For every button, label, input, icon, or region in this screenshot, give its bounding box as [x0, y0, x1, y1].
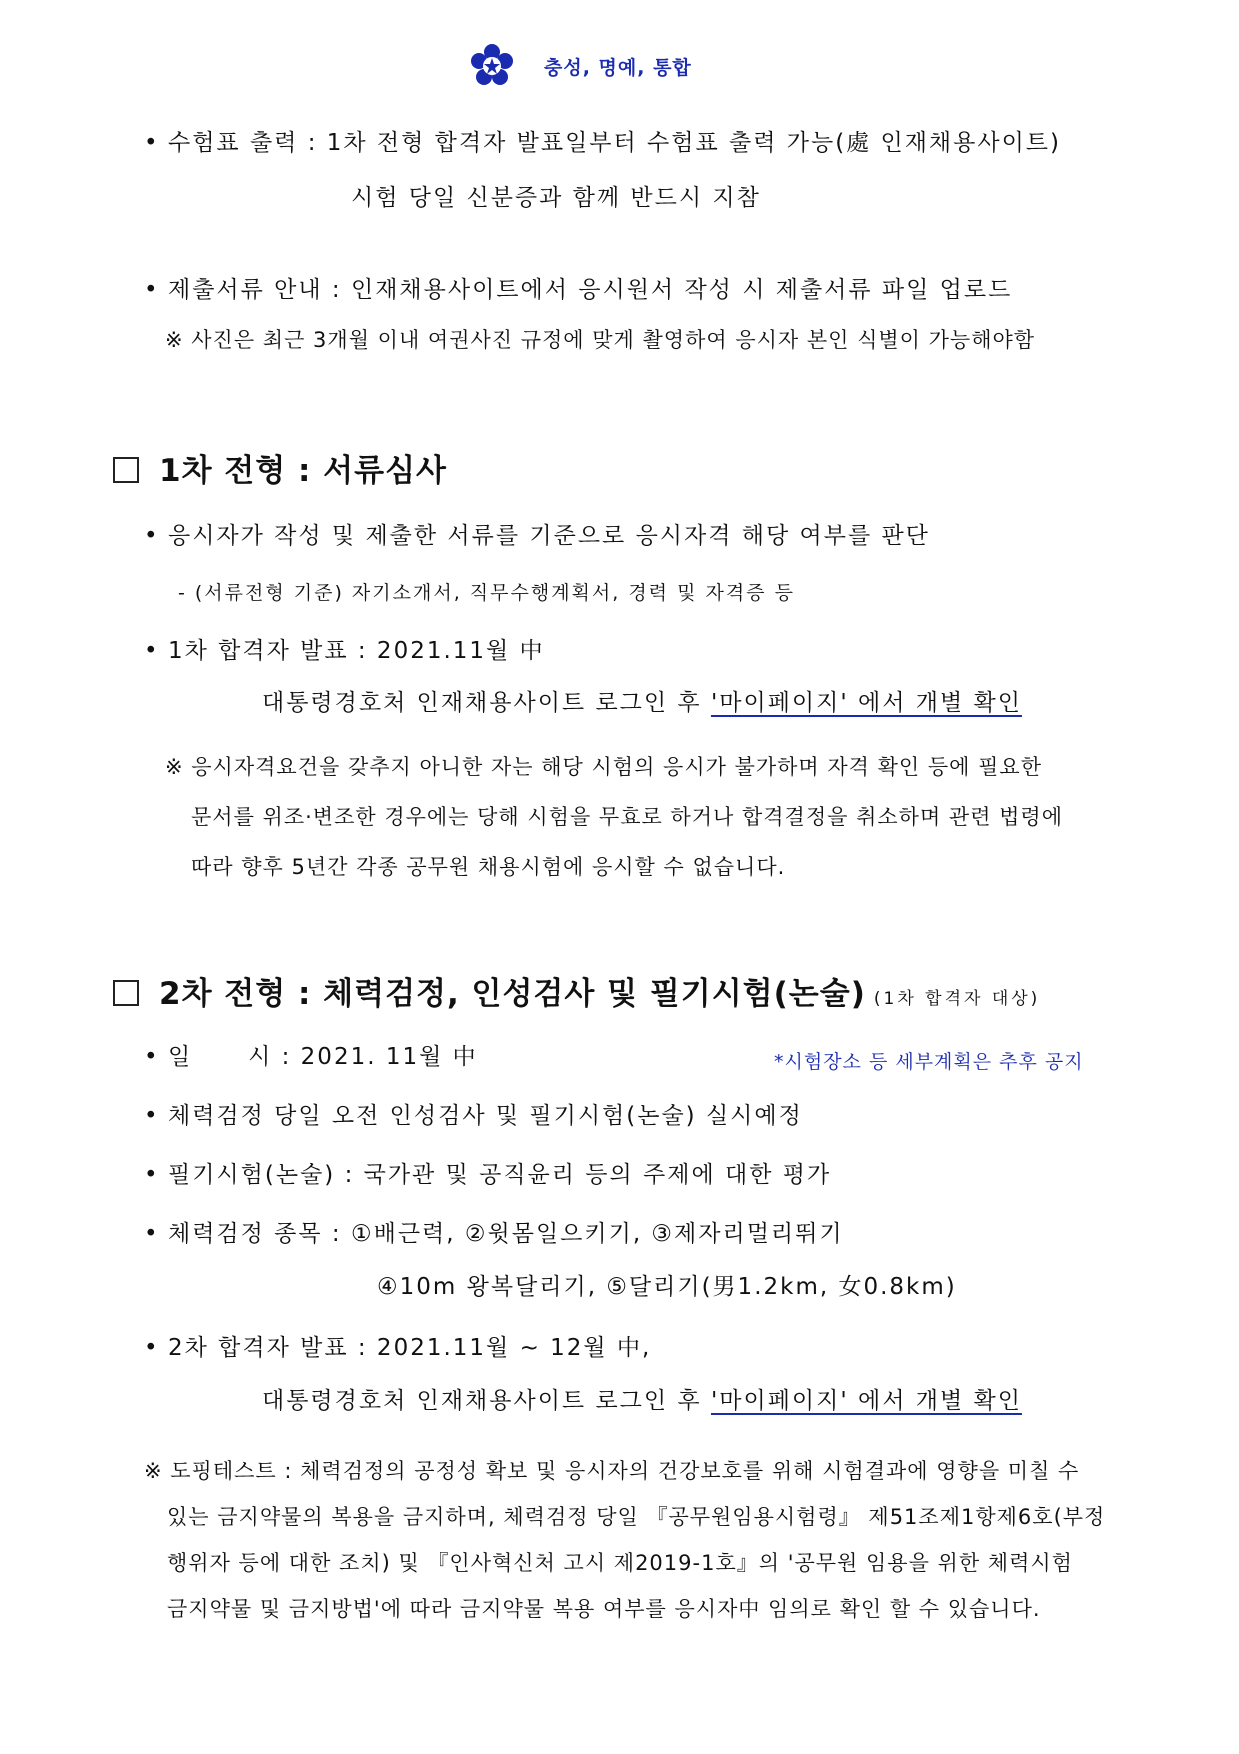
bullet: •	[144, 130, 160, 156]
bullet: •	[144, 523, 160, 549]
exam-ticket-item	[144, 128, 1061, 158]
bullet: •	[144, 1335, 160, 1361]
bullet: •	[144, 1221, 160, 1247]
fitness-events-item	[144, 1219, 844, 1249]
same-day-text: 체력검정 당일 오전 인성검사 및 필기시험(논술) 실시예정	[168, 1103, 803, 1129]
first-result-mypage-text: '마이페이지' 에서 개별 확인	[710, 690, 1022, 716]
page-header	[470, 44, 692, 88]
eligibility-note-line-1: ※ 응시자격요건을 갖추지 아니한 자는 해당 시험의 응시가 불가하며 자격 확인 등에 필요한	[165, 755, 1042, 779]
bullet: •	[144, 638, 160, 664]
documents-text: 제출서류 안내 : 인재채용사이트에서 응시원서 작성 시 제출서류 파일 업로드	[168, 277, 1013, 303]
bullet: •	[144, 1044, 160, 1070]
doping-note-line-4: 금지약물 및 금지방법'에 따라 금지약물 복용 여부를 응시자中 임의로 확인 할 수 있습니다.	[167, 1597, 1041, 1621]
bullet: •	[144, 277, 160, 303]
first-result-continuation	[262, 688, 1022, 718]
checkbox-square-icon	[113, 980, 139, 1006]
written-exam-text: 필기시험(논술) : 국가관 및 공직윤리 등의 주제에 대한 평가	[168, 1162, 832, 1188]
second-result-mypage-text: '마이페이지' 에서 개별 확인	[710, 1388, 1022, 1414]
eligibility-note-line-3: 따라 향후 5년간 각종 공무원 채용시험에 응시할 수 없습니다.	[191, 855, 786, 879]
checkbox-square-icon	[113, 457, 139, 483]
second-result-item	[144, 1333, 651, 1363]
schedule-item	[144, 1042, 478, 1072]
presidential-security-emblem-icon	[470, 44, 514, 88]
screening-criteria-text: 응시자가 작성 및 제출한 서류를 기준으로 응시자격 해당 여부를 판단	[168, 523, 930, 549]
exam-ticket-continuation: 시험 당일 신분증과 함께 반드시 지참	[351, 185, 761, 211]
first-result-login-text: 대통령경호처 인재채용사이트 로그인 후	[262, 690, 702, 716]
bullet: •	[144, 1103, 160, 1129]
section1-heading	[113, 445, 447, 490]
eligibility-note-line-2: 문서를 위조·변조한 경우에는 당해 시험을 무효로 하거나 합격결정을 취소하며 관련 법령에	[191, 805, 1064, 829]
same-day-item	[144, 1101, 803, 1131]
photo-note: ※ 사진은 최근 3개월 이내 여권사진 규정에 맞게 촬영하여 응시자 본인 식별이 가능해야함	[165, 328, 1036, 352]
section2-heading	[113, 968, 1040, 1013]
doping-note-line-1: ※ 도핑테스트 : 체력검정의 공정성 확보 및 응시자의 건강보호를 위해 시험결과에 영향을 미칠 수	[144, 1459, 1080, 1483]
second-result-continuation	[262, 1386, 1022, 1416]
section2-title: 2차 전형 : 체력검정, 인성검사 및 필기시험(논술)	[159, 976, 866, 1012]
second-result-text: 2차 합격자 발표 : 2021.11월 ~ 12월 中,	[168, 1335, 652, 1361]
schedule-note: *시험장소 등 세부계획은 추후 공지	[774, 1051, 1084, 1073]
written-exam-item	[144, 1160, 831, 1190]
schedule-text: 일 시 : 2021. 11월 中	[168, 1044, 478, 1070]
screening-criteria-item	[144, 521, 930, 551]
doping-note-line-2: 있는 금지약물의 복용을 금지하며, 체력검정 당일 『공무원임용시험령』 제51조제1항제6호(부정	[167, 1505, 1106, 1529]
header-motto: 충성, 명예, 통합	[544, 56, 692, 79]
screening-criteria-sub: - (서류전형 기준) 자기소개서, 직무수행계획서, 경력 및 자격증 등	[178, 582, 795, 604]
fitness-events-text: 체력검정 종목 : ①배근력, ②윗몸일으키기, ③제자리멀리뛰기	[168, 1221, 844, 1247]
fitness-events-continuation: ④10m 왕복달리기, ⑤달리기(男1.2km, 女0.8km)	[377, 1274, 957, 1300]
section2-title-note: (1차 합격자 대상)	[873, 989, 1041, 1009]
second-result-login-text: 대통령경호처 인재채용사이트 로그인 후	[262, 1388, 702, 1414]
exam-ticket-text: 수험표 출력 : 1차 전형 합격자 발표일부터 수험표 출력 가능(處 인재채용사이트)	[168, 130, 1061, 156]
first-result-text: 1차 합격자 발표 : 2021.11월 中	[168, 638, 545, 664]
section1-title: 1차 전형 : 서류심사	[159, 453, 447, 489]
first-result-item	[144, 636, 545, 666]
bullet: •	[144, 1162, 160, 1188]
doping-note-line-3: 행위자 등에 대한 조치) 및 『인사혁신처 고시 제2019-1호』의 '공무원 임용을 위한 체력시험	[167, 1551, 1073, 1575]
documents-item	[144, 275, 1012, 305]
